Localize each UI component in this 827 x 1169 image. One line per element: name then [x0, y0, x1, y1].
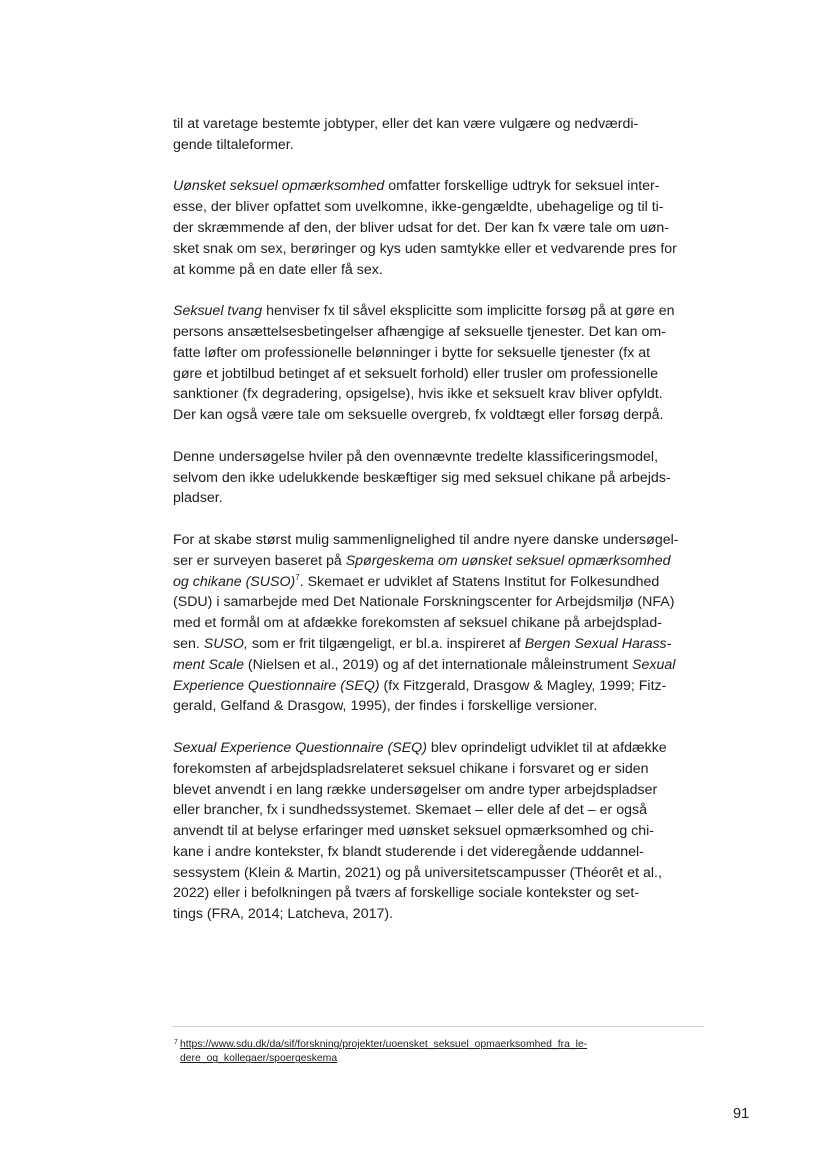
text-segment: (fx Fitzgerald, Drasgow & Magley, 1999; Fitz- [379, 677, 667, 694]
text-segment: der skræmmende af den, der bliver udsat for det. Der kan fx være tale om uøn- [173, 219, 669, 236]
text-segment: . Skemaet er udviklet af Statens Institut for Folkesundhed [299, 573, 660, 590]
text-segment: omfatter forskellige udtryk for seksuel inter- [384, 178, 660, 195]
text-segment: Denne undersøgelse hviler på den ovennævnte tredelte klassificeringsmodel, [173, 448, 659, 465]
text-line [173, 821, 703, 842]
footnote-link-line-1[interactable]: https://www.sdu.dk/da/sif/forskning/projekter/uoensket_seksuel_opmaerksomhed_fra_le- [180, 1039, 588, 1050]
text-line [173, 738, 703, 759]
italic-term: Uønsket seksuel opmærksomhed [173, 178, 385, 195]
paragraph [173, 738, 703, 925]
footnote-marker: 7 [174, 1039, 178, 1046]
text-line [173, 488, 703, 509]
text-segment: sessystem (Klein & Martin, 2021) og på universitetscampusser (Théorêt et al., [173, 864, 662, 881]
text-segment: persons ansættelsesbetingelser afhængige af seksuelle tjenester. Det kan om- [173, 323, 666, 340]
text-line [173, 572, 703, 593]
text-line [173, 343, 703, 364]
text-segment: blev oprindeligt udviklet til at afdække [426, 739, 667, 756]
text-segment: gøre et jobtilbud betinget af et seksuelt forhold) eller trusler om professionelle [173, 365, 658, 382]
italic-term: SUSO, [203, 635, 248, 652]
text-line [173, 260, 703, 281]
italic-term: Sexual [632, 656, 676, 673]
text-segment: blevet anvendt i en lang række undersøgelser om andre typer arbejdspladser [173, 781, 658, 798]
text-line [173, 613, 703, 634]
text-line [173, 530, 703, 551]
italic-term: Experience Questionnaire (SEQ) [173, 677, 380, 694]
text-line [173, 780, 703, 801]
text-line [173, 468, 703, 489]
italic-term: ment Scale [173, 656, 244, 673]
text-line [173, 364, 703, 385]
text-line [173, 197, 703, 218]
text-line [173, 904, 703, 925]
text-segment: gerald, Gelfand & Drasgow, 1995), der findes i forskellige versioner. [173, 698, 598, 715]
text-segment: sen. [173, 635, 204, 652]
text-segment: ser er surveyen baseret på [173, 552, 346, 569]
text-segment: med et formål om at afdække forekomsten af seksuel chikane på arbejdsplad- [173, 615, 662, 632]
text-segment: sanktioner (fx degradering, opsigelse), hvis ikke et seksuelt krav bliver opfyldt. [173, 386, 663, 403]
paragraph [173, 176, 703, 280]
text-line [173, 176, 703, 197]
text-line [173, 863, 703, 884]
body-text [173, 114, 703, 946]
text-segment: Der kan også være tale om seksuelle overgreb, fx voldtægt eller forsøg derpå. [173, 407, 664, 424]
text-segment: esse, der bliver opfattet som uvelkomne, ikke-gengældte, ubehagelige og til ti- [173, 199, 664, 216]
text-line [173, 800, 703, 821]
text-segment: 2022) eller i befolkningen på tværs af forskellige sociale kontekster og set- [173, 885, 640, 902]
text-segment: eller brancher, fx i sundhedssystemet. Skemaet – eller dele af det – er også [173, 802, 647, 819]
footnote-divider [172, 1026, 704, 1027]
text-segment: henviser fx til såvel eksplicitte som implicitte forsøg på at gøre en [262, 303, 675, 320]
italic-term: og chikane (SUSO) [173, 573, 296, 590]
text-line [173, 322, 703, 343]
text-segment: til at varetage bestemte jobtyper, eller det kan være vulgære og nedværdi- [173, 116, 639, 132]
text-segment: som er frit tilgængeligt, er bl.a. inspireret af [247, 635, 525, 652]
paragraph [173, 447, 703, 509]
text-segment: anvendt til at belyse erfaringer med uønsket seksuel opmærksomhed og chi- [173, 823, 655, 840]
text-segment: tings (FRA, 2014; Latcheva, 2017). [173, 906, 394, 923]
paragraph [173, 301, 703, 426]
text-line [173, 405, 703, 426]
text-line [173, 114, 703, 135]
text-segment: (Nielsen et al., 2019) og af det internationale måleinstrument [243, 656, 632, 673]
footnote-link-line-2[interactable]: dere_og_kollegaer/spoergeskema [180, 1053, 338, 1065]
text-line [173, 218, 703, 239]
text-line [173, 676, 703, 697]
text-line [173, 696, 703, 717]
text-line [173, 759, 703, 780]
text-line [173, 135, 703, 156]
text-line [173, 634, 703, 655]
text-line [173, 655, 703, 676]
text-line [173, 447, 703, 468]
italic-term: Bergen Sexual Harass- [524, 635, 672, 652]
text-line [173, 239, 703, 260]
text-segment: at komme på en date eller få sex. [173, 261, 383, 278]
text-line [173, 551, 703, 572]
text-segment: gende tiltaleformer. [173, 136, 294, 153]
text-line [173, 301, 703, 322]
text-segment: forekomsten af arbejdspladsrelateret seksuel chikane i forsvaret og er siden [173, 760, 649, 777]
text-line [173, 384, 703, 405]
italic-term: Seksuel tvang [173, 303, 263, 320]
italic-term: Spørgeskema om uønsket seksuel opmærksomhed [345, 552, 671, 569]
paragraph [173, 114, 703, 156]
paragraph [173, 530, 703, 717]
italic-term: Sexual Experience Questionnaire (SEQ) [173, 739, 427, 756]
text-segment: kane i andre kontekster, fx blandt studerende i det videregående uddannel- [173, 843, 644, 860]
text-segment: For at skabe størst mulig sammenlignelighed til andre nyere danske undersøgel- [173, 531, 679, 548]
text-segment: (SDU) i samarbejde med Det Nationale Forskningscenter for Arbejdsmiljø (NFA) [173, 594, 675, 611]
text-segment: pladser. [173, 490, 223, 507]
text-segment: sket snak om sex, berøringer og kys uden samtykke eller et vedvarende pres for [173, 240, 677, 257]
text-line [173, 842, 703, 863]
text-line [173, 592, 703, 613]
page-number: 91 [733, 1106, 750, 1122]
text-segment: selvom den ikke udelukkende beskæftiger sig med seksuel chikane på arbejds- [173, 469, 671, 486]
footnote [174, 1038, 704, 1067]
footnote-reference: 7 [295, 572, 300, 582]
text-line [173, 883, 703, 904]
text-segment: fatte løfter om professionelle belønninger i bytte for seksuelle tjenester (fx at [173, 344, 651, 361]
